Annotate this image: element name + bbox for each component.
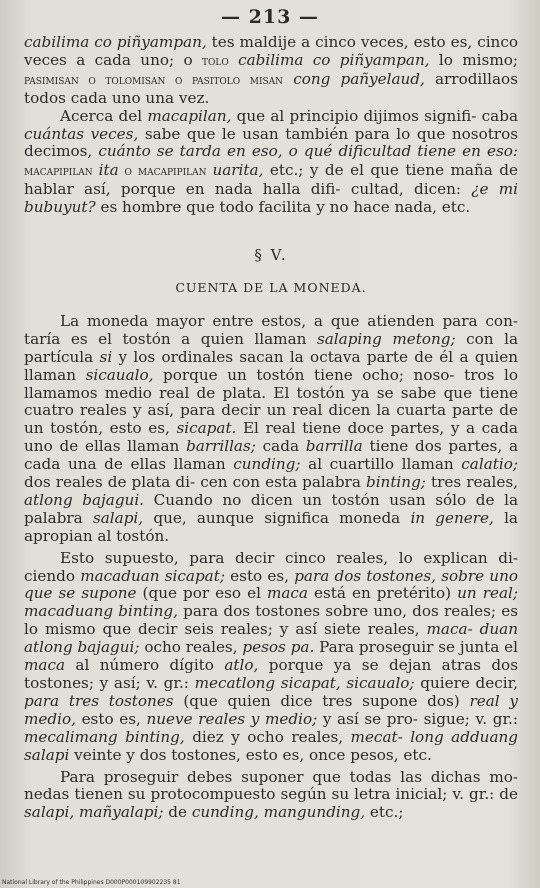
text-span: nueve reales y medio; xyxy=(146,709,318,728)
text-span: maca xyxy=(266,584,308,603)
text-span: uarita, xyxy=(212,161,264,180)
text-span: esto es, xyxy=(75,709,147,728)
text-span: al número dígito xyxy=(65,656,225,675)
text-span: y no hace nada, etc. xyxy=(316,198,471,217)
text-span: arrodillaos todos cada uno una vez. xyxy=(24,69,518,107)
text-span: que, aunque significa moneda xyxy=(153,508,411,527)
text-span: en eso: xyxy=(462,142,519,161)
text-span: que tiene cuatro reales y así, para decir un real dicen la xyxy=(24,383,519,420)
text-span: in genere, xyxy=(410,508,494,527)
text-span: Para proseguir xyxy=(314,638,434,657)
text-span: que se supone xyxy=(24,584,137,603)
paragraph-2 xyxy=(24,108,518,217)
text-span: diez y ocho reales, xyxy=(184,727,351,746)
text-span: sicapat. xyxy=(176,419,237,438)
text-span: cen con esta palabra xyxy=(200,473,366,492)
text-span: salapi, mañyalapi; xyxy=(24,803,164,822)
text-span: se junta el xyxy=(438,638,519,657)
text-span: para dos tostones sobre uno, dos reales; xyxy=(177,602,497,621)
text-span: veinte y dos tostones, esto es, once xyxy=(69,745,346,764)
text-span: nedas tienen su protocompuesto según su letra inicial; xyxy=(24,785,448,804)
text-span: o macapipilan xyxy=(118,163,213,180)
text-span: de xyxy=(163,803,192,822)
text-span: atlo, xyxy=(224,656,259,675)
text-span: porque un tostón tiene ocho; noso- xyxy=(153,365,455,384)
text-span: (que por eso el xyxy=(136,584,267,603)
text-span: real y medio, xyxy=(24,691,518,728)
text-span: mecat- xyxy=(350,727,403,746)
paragraph-4 xyxy=(24,550,518,765)
text-span: lo xyxy=(429,50,453,69)
text-span: ocho reales, xyxy=(139,638,243,657)
text-span: y los ordinales sacan la octava parte de él a xyxy=(112,347,469,366)
text-span: ¿e mi bubuyut? xyxy=(24,180,518,217)
text-span: v. gr.: de xyxy=(452,785,518,804)
paragraph-1 xyxy=(24,34,518,108)
text-span: es hombre que todo facilita xyxy=(95,198,312,217)
text-span: cultad, dicen: xyxy=(350,180,472,199)
text-span: cinco veces a cada uno; o xyxy=(24,33,518,69)
text-span: barrillas; xyxy=(186,437,256,456)
text-span: que al principio dijimos signifi- xyxy=(231,106,477,125)
text-span: tros lo llamamos medio real de plata. El tostón ya se sabe xyxy=(24,365,518,402)
text-span: salaping metong; xyxy=(316,329,456,348)
text-span: tolo xyxy=(202,52,229,69)
text-span: cunding; xyxy=(233,455,301,474)
text-span: el que tiene maña de hablar así, porque en nada halla difi- xyxy=(24,161,518,199)
text-span: para tres tostones xyxy=(24,691,174,710)
text-span: atlong bajagui. xyxy=(24,490,145,509)
section-title: CUENTA DE LA MONEDA. xyxy=(175,279,367,295)
text-span: pasimisan o tolomisan o pasitolo misan xyxy=(24,71,284,88)
text-span: macaduan sicapat; xyxy=(80,566,225,585)
text-span xyxy=(229,51,238,69)
text-span: para dos tostones, sobre uno xyxy=(294,566,519,585)
text-span: Acerca del xyxy=(60,106,148,125)
text-span: porque ya se dejan xyxy=(258,656,432,675)
text-span xyxy=(283,70,293,88)
text-span: cuántas veces, xyxy=(24,124,139,143)
section-mark: § V. xyxy=(254,246,288,265)
text-span: sigue; v. gr.: xyxy=(423,709,519,728)
paragraph-5 xyxy=(24,769,518,823)
text-span: cada xyxy=(255,437,300,456)
text-span: es lo mismo que decir seis reales; y así siete reales, xyxy=(24,602,519,639)
text-span: Cuando no dicen un tostón usan sólo de la palabra xyxy=(24,490,519,527)
text-span: ciendo xyxy=(24,566,81,585)
text-span: dos reales de plata di- xyxy=(24,473,196,492)
text-span: cunding, mangunding, xyxy=(191,803,366,822)
text-span: tres reales, xyxy=(425,473,519,492)
text-span: cuarta parte de un tostón, esto es, xyxy=(24,401,518,438)
text-span: binting; xyxy=(365,473,426,492)
text-span: etc.; y de xyxy=(263,161,344,180)
text-span: con la xyxy=(455,329,519,348)
text-span: ita xyxy=(98,161,119,180)
text-span: etc.; xyxy=(365,803,404,822)
text-span: pañyelaud, xyxy=(340,69,425,88)
text-span: long adduang salapi xyxy=(24,727,519,764)
text-span: barrilla xyxy=(305,437,363,456)
text-span: macaduang binting, xyxy=(24,602,178,621)
text-span: macapipilan xyxy=(24,163,99,180)
text-span: macapilan, xyxy=(147,106,232,125)
text-span: mecalimang binting, xyxy=(24,727,185,746)
text-span: maca xyxy=(24,656,66,675)
text-span: El real tiene xyxy=(236,419,341,438)
text-span: partícula xyxy=(24,347,100,366)
text-span: quiere decir, xyxy=(420,674,518,692)
text-span: tostón. xyxy=(116,526,170,545)
text-span: (que quien dice tres supone xyxy=(173,691,418,710)
text-span: taría es el tostón a quien llaman xyxy=(24,329,317,348)
text-span: Esto supuesto, para decir cinco reales, lo explican di- xyxy=(60,548,518,567)
text-span: Para proseguir debes suponer que todas las dichas mo- xyxy=(60,767,518,786)
text-span: dos) xyxy=(427,691,470,710)
text-span: y así se pro- xyxy=(317,709,419,728)
text-span: doce partes, y a cada uno de ellas llaman xyxy=(24,419,518,456)
text-span: la apropian al xyxy=(24,508,518,545)
paragraph-3 xyxy=(24,313,518,546)
text-span: salapi, xyxy=(92,508,144,527)
library-footer: National Library of the Philippines D000P000109902235 81 xyxy=(2,879,181,886)
text-span: calatio; xyxy=(461,455,518,474)
text-span: atras dos tostones; y así; v. gr.: xyxy=(24,656,518,692)
text-span: tiene dos partes, a cada una de ellas llaman xyxy=(24,437,518,474)
text-span: está en pretérito) xyxy=(307,584,458,603)
text-span: mecatlong sicapat, sicaualo; xyxy=(194,674,415,692)
text-span: esto es, xyxy=(224,566,295,585)
text-span: cabilima co piñyampan, xyxy=(238,50,430,69)
text-span: La moneda mayor entre estos, a que atienden para con- xyxy=(60,311,518,330)
page-number: — 213 — xyxy=(221,6,319,28)
text-span: si xyxy=(99,347,113,366)
text-span: al cuartillo llaman xyxy=(300,455,462,474)
body-text xyxy=(24,34,518,822)
text-span: cong xyxy=(293,69,331,88)
text-span: maca- xyxy=(426,620,473,639)
text-span: cabilima co piñyampan, xyxy=(24,33,207,51)
text-span: pesos pa. xyxy=(242,638,315,657)
text-span: quien llaman xyxy=(24,347,518,384)
text-span: sicaualo, xyxy=(85,365,154,384)
text-span: nosotros decimos, xyxy=(24,124,519,161)
text-span: tes maldije a cinco veces, esto es, xyxy=(206,33,473,51)
text-span: pesos, etc. xyxy=(350,745,432,764)
text-span: duan atlong bajagui; xyxy=(24,620,518,657)
text-span: caba xyxy=(481,106,519,125)
text-span: un real; xyxy=(457,584,519,603)
text-span: mismo; xyxy=(462,50,518,69)
text-span: cuánto se tarda en eso, o qué dificultad tiene xyxy=(98,142,457,161)
text-span: sabe que le usan también para lo que xyxy=(138,124,446,143)
